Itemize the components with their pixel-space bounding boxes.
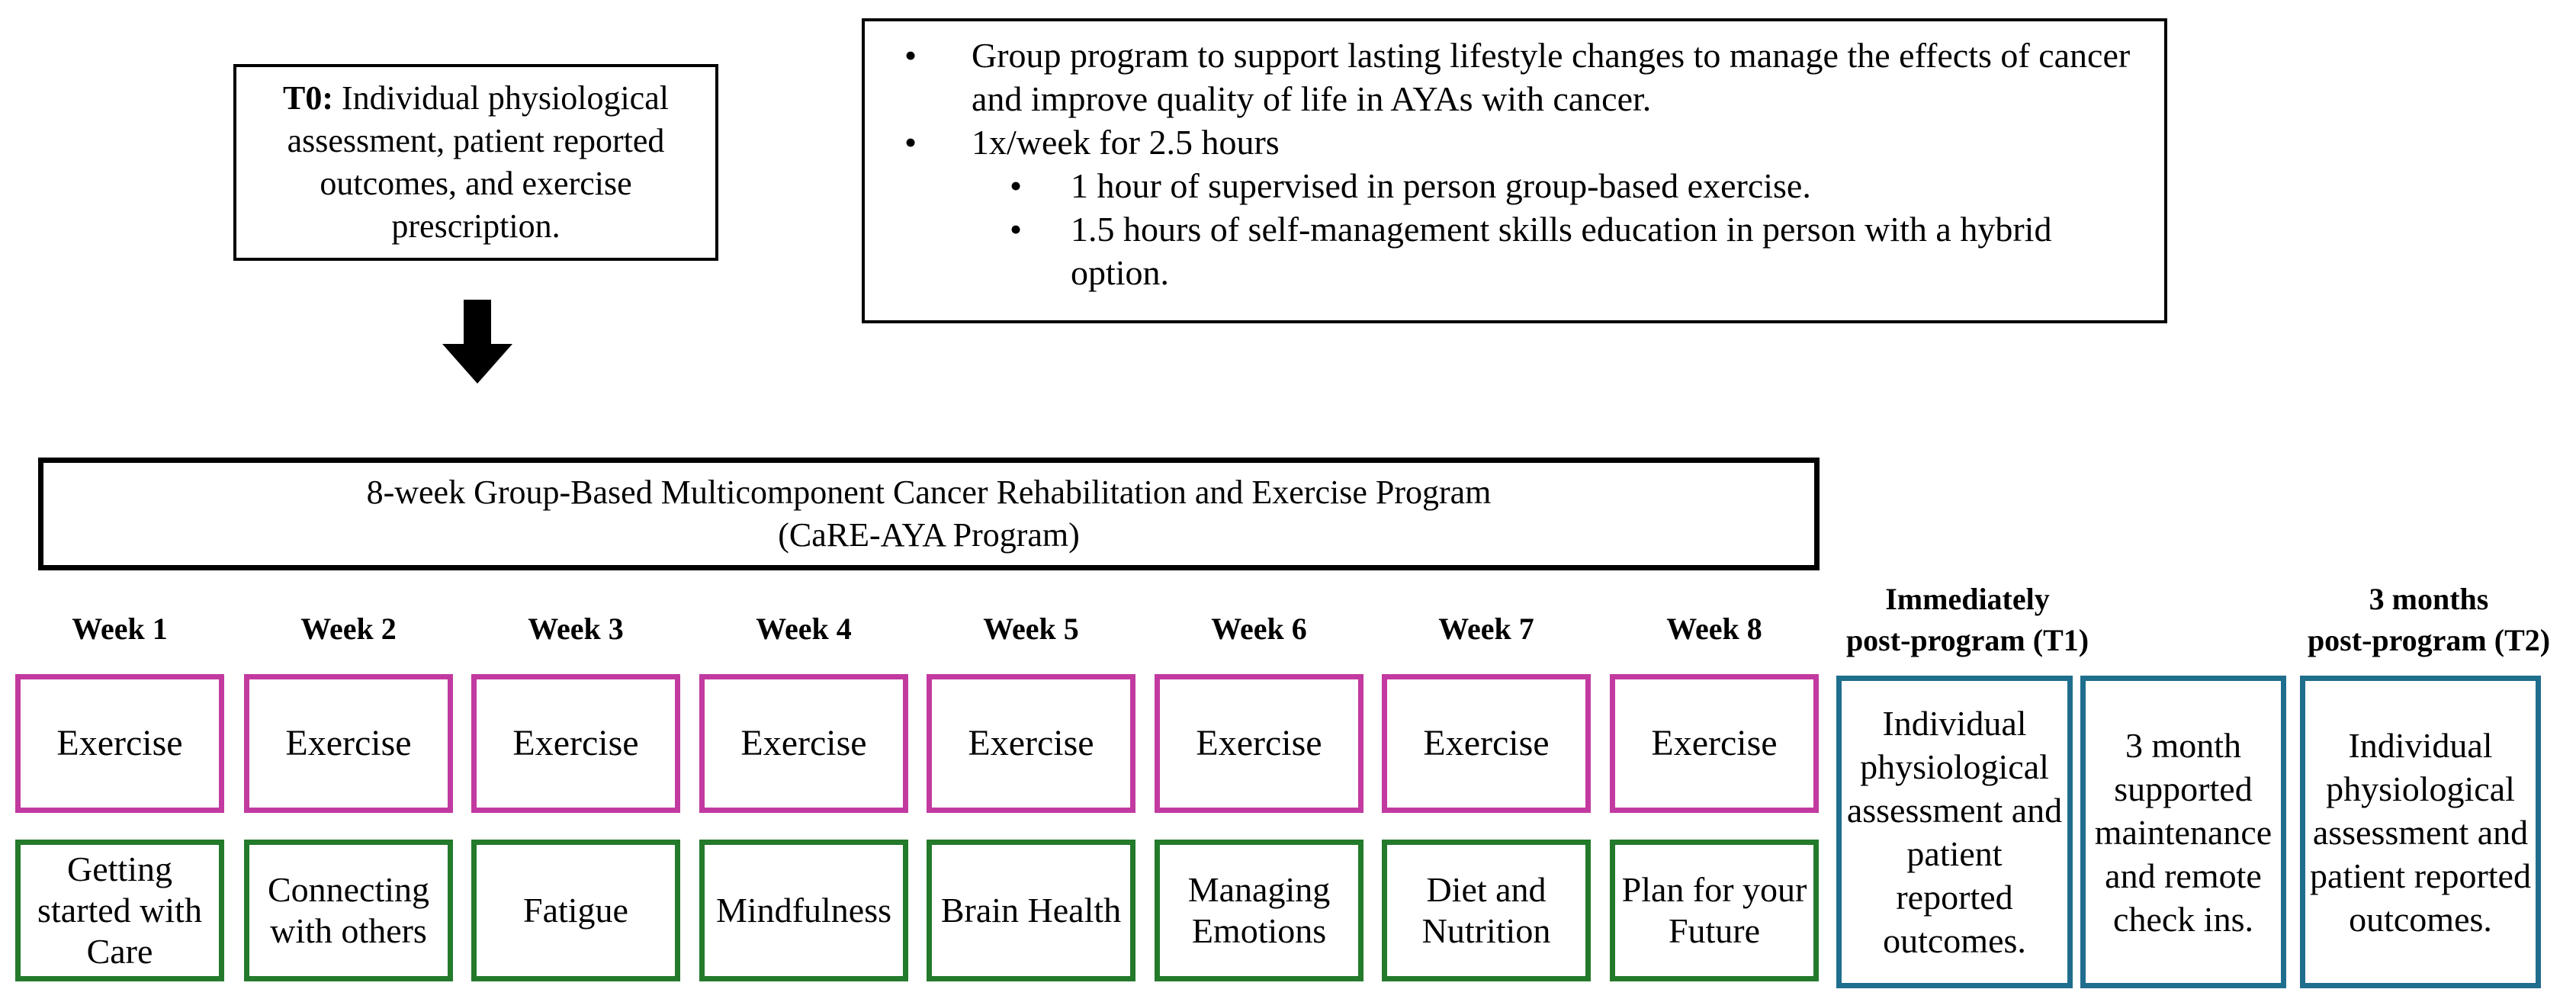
summary-subbullet-exercise: • 1 hour of supervised in person group-based exercise. <box>888 164 2141 207</box>
t1-heading-line2: post-program (T1) <box>1845 623 2089 657</box>
week-1-label: Week 1 <box>72 612 168 646</box>
week-5-topic-box: Brain Health <box>927 840 1135 981</box>
week-8-label: Week 8 <box>1666 612 1762 646</box>
week-8-exercise-box: Exercise <box>1610 674 1819 813</box>
week-3-topic-box: Fatigue <box>471 840 680 981</box>
t1-heading-line1: Immediately <box>1885 582 2050 616</box>
week-7-exercise-box: Exercise <box>1382 674 1591 813</box>
program-subtitle: (CaRE-AYA Program) <box>778 516 1080 554</box>
week-2-topic-box: Connecting with others <box>244 840 453 981</box>
week-1-exercise-box: Exercise <box>15 674 224 813</box>
week-3-exercise-box: Exercise <box>471 674 680 813</box>
week-5-label: Week 5 <box>983 612 1079 646</box>
program-title: 8-week Group-Based Multicomponent Cancer Rehabilitation and Exercise Program <box>366 474 1492 511</box>
summary-subbullet-education: • 1.5 hours of self-management skills education in person with a hybrid option. <box>888 207 2141 294</box>
t2-heading <box>2288 579 2570 661</box>
t1-assessment-box: Individual physiological assessment and patient reported outcomes. <box>1836 676 2073 988</box>
t0-label: T0: <box>283 79 334 117</box>
t0-assessment-box <box>233 64 718 261</box>
week-8-topic-box: Plan for your Future <box>1610 840 1819 981</box>
maintenance-box: 3 month supported maintenance and remote check ins. <box>2080 676 2286 988</box>
week-7-label: Week 7 <box>1438 612 1534 646</box>
t1-heading <box>1815 579 2120 661</box>
t2-assessment-box: Individual physiological assessment and patient reported outcomes. <box>2300 676 2541 988</box>
week-3-label: Week 3 <box>528 612 624 646</box>
t0-text: Individual physiological assessment, patient reported outcomes, and exercise prescription. <box>287 79 669 245</box>
week-6-exercise-box: Exercise <box>1155 674 1363 813</box>
week-4-topic-box: Mindfulness <box>699 840 908 981</box>
summary-list <box>888 34 2141 294</box>
week-6-label: Week 6 <box>1211 612 1307 646</box>
week-1-topic-box: Getting started with Care <box>15 840 224 981</box>
program-title-box <box>38 458 1820 570</box>
week-4-label: Week 4 <box>756 612 852 646</box>
week-2-label: Week 2 <box>300 612 397 646</box>
week-6-topic-box: Managing Emotions <box>1155 840 1363 981</box>
summary-bullet-frequency: • 1x/week for 2.5 hours <box>888 120 2141 164</box>
week-5-exercise-box: Exercise <box>927 674 1135 813</box>
week-7-topic-box: Diet and Nutrition <box>1382 840 1591 981</box>
summary-bullet-goal: • Group program to support lasting lifestyle changes to manage the effects of cancer and improve quality of life in AYAs with cancer. <box>888 34 2141 120</box>
t2-heading-line2: post-program (T2) <box>2307 623 2551 657</box>
week-2-exercise-box: Exercise <box>244 674 453 813</box>
week-4-exercise-box: Exercise <box>699 674 908 813</box>
t2-heading-line1: 3 months <box>2369 582 2489 616</box>
program-summary-box <box>862 18 2167 323</box>
down-arrow-icon <box>442 300 512 384</box>
